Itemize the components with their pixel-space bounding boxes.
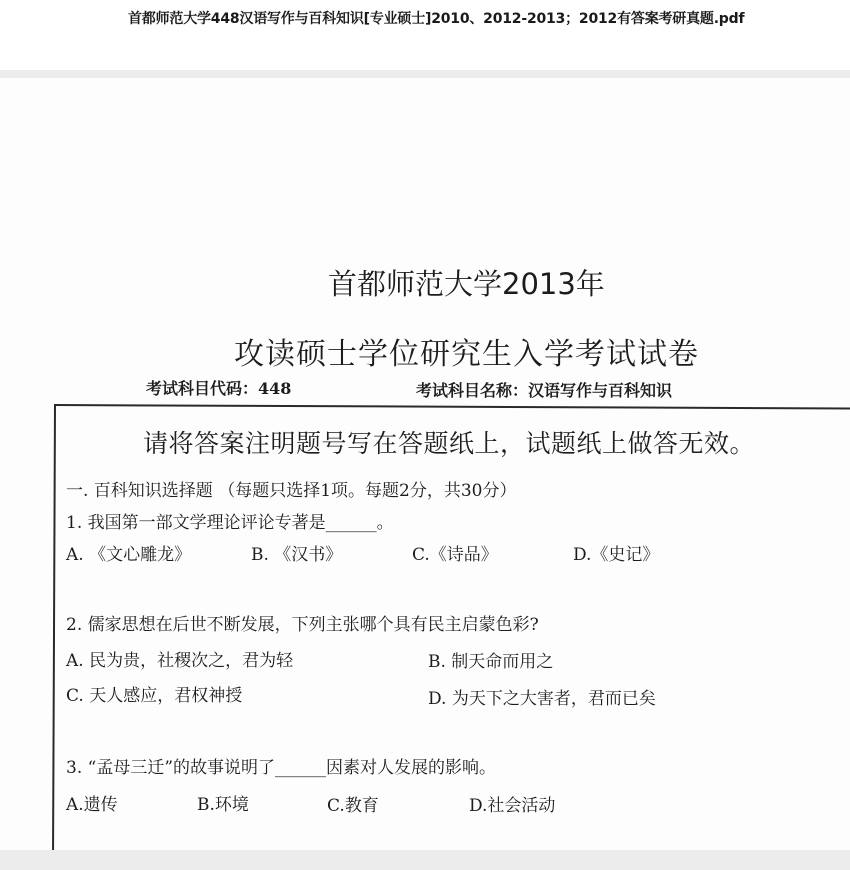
question-option: D.社会活动 bbox=[469, 796, 556, 816]
exam-heading-title: 攻读硕士学位研究生入学考试试卷 bbox=[234, 337, 699, 372]
question-option: D.《史记》 bbox=[573, 545, 660, 565]
question-option: B. 《汉书》 bbox=[251, 545, 343, 565]
subject-code: 考试科目代码：448 bbox=[146, 379, 292, 398]
question-option: B.环境 bbox=[197, 795, 249, 815]
question-stem: 3. “孟母三迁”的故事说明了______因素对人发展的影响。 bbox=[66, 758, 497, 778]
subject-name: 考试科目名称：汉语写作与百科知识 bbox=[416, 381, 673, 400]
question-option: C.教育 bbox=[327, 796, 379, 816]
question-stem: 2. 儒家思想在后世不断发展，下列主张哪个具有民主启蒙色彩? bbox=[66, 615, 539, 635]
question-option: D. 为天下之大害者，君而已矣 bbox=[428, 689, 656, 709]
question-option: B. 制天命而用之 bbox=[428, 652, 554, 672]
page-bottom-gap bbox=[0, 850, 850, 870]
question-option: C. 天人感应，君权神授 bbox=[66, 686, 243, 706]
toolbar-divider bbox=[0, 70, 850, 78]
question-option: A.遗传 bbox=[66, 795, 118, 815]
pdf-page[interactable] bbox=[0, 78, 850, 850]
exam-heading-university: 首都师范大学2013年 bbox=[328, 267, 605, 301]
question-option: C.《诗品》 bbox=[412, 545, 498, 565]
document-title-bar bbox=[0, 0, 850, 70]
document-title: 首都师范大学448汉语写作与百科知识[专业硕士]2010、2012-2013；2012有答案考研真题.pdf bbox=[128, 11, 745, 27]
question-option: A. 民为贵，社稷次之，君为轻 bbox=[66, 651, 294, 671]
question-stem: 1. 我国第一部文学理论评论专著是______。 bbox=[66, 513, 394, 533]
section-title: 一. 百科知识选择题 （每题只选择1项。每题2分，共30分） bbox=[66, 481, 517, 501]
question-option: A. 《文心雕龙》 bbox=[66, 545, 192, 565]
answer-notice: 请将答案注明题号写在答题纸上，试题纸上做答无效。 bbox=[143, 429, 756, 458]
